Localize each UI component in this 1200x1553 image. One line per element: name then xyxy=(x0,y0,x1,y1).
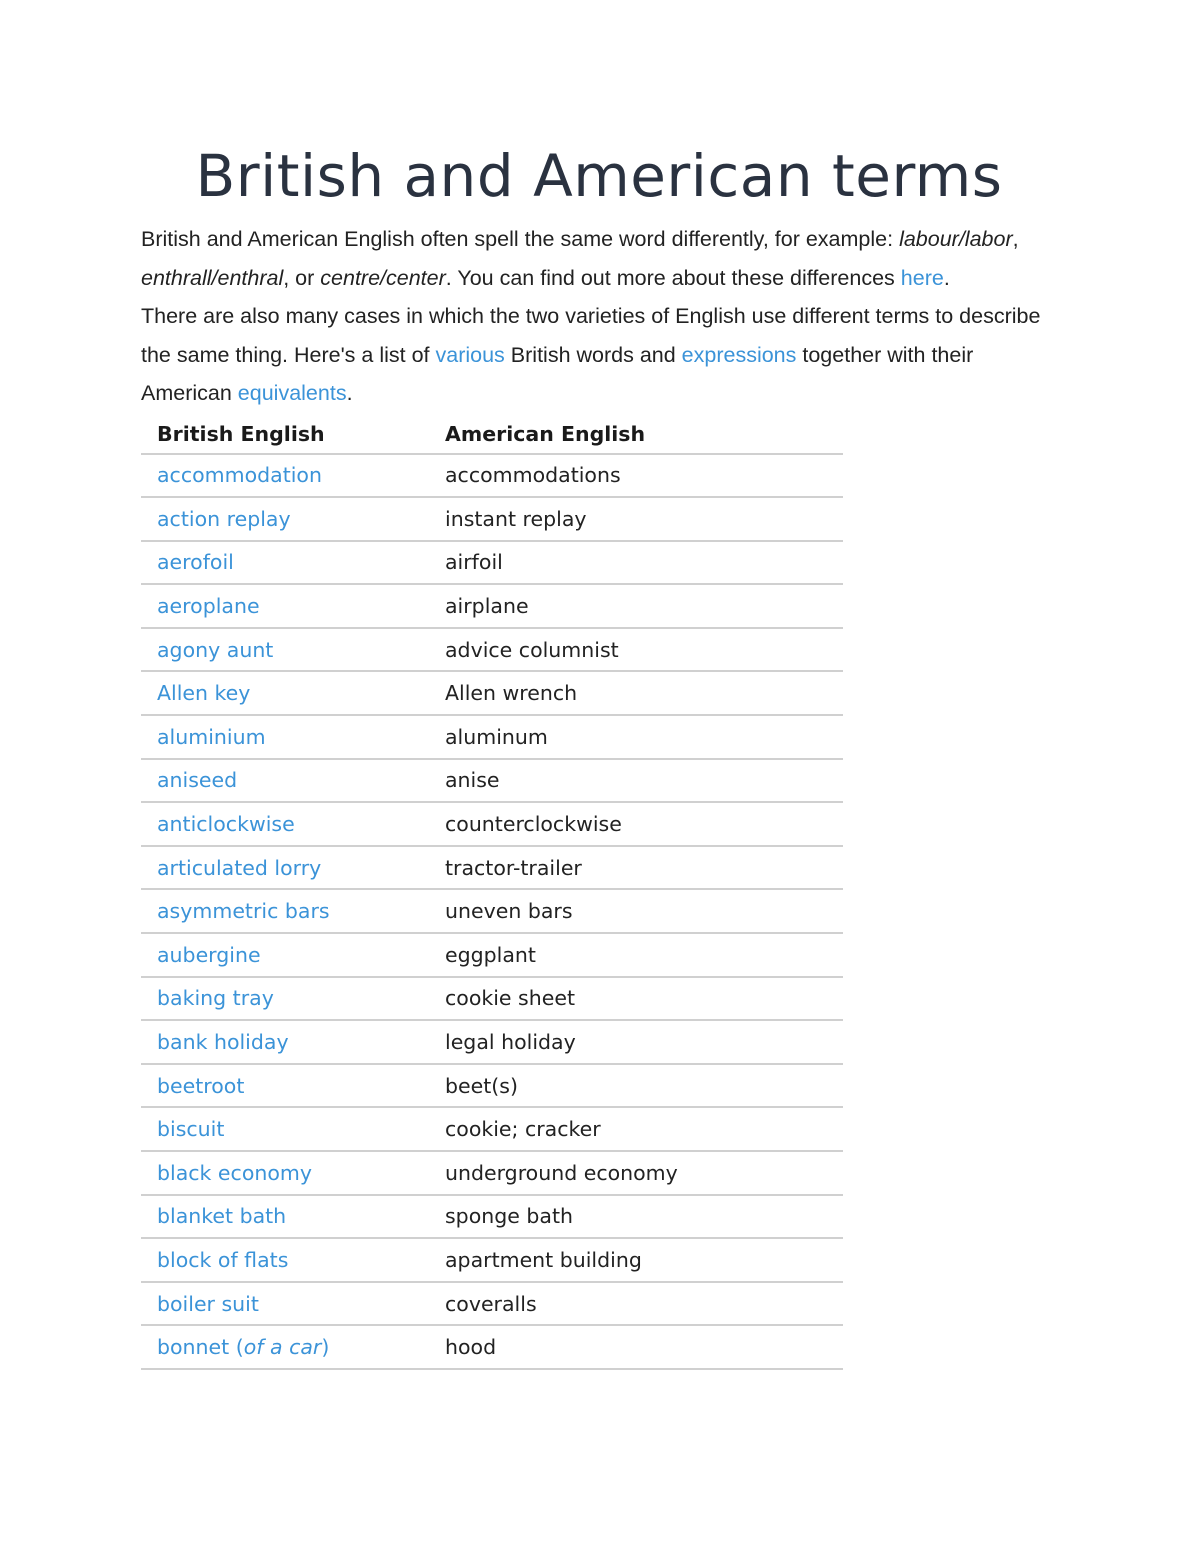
british-term-qualifier: of a car xyxy=(243,1335,322,1360)
american-term: legal holiday xyxy=(429,1020,843,1064)
british-term-link[interactable]: anticlockwise xyxy=(141,802,429,846)
intro-text: British words and xyxy=(504,342,682,367)
american-term: Allen wrench xyxy=(429,671,843,715)
american-term: eggplant xyxy=(429,933,843,977)
header-american: American English xyxy=(429,415,843,454)
example-enthrall: enthrall/enthral xyxy=(141,265,284,290)
separator: , xyxy=(1012,227,1019,251)
table-row xyxy=(141,1282,843,1326)
table-row xyxy=(141,1064,843,1108)
table-header-row xyxy=(141,415,843,454)
table-row xyxy=(141,977,843,1021)
intro-paragraph-2 xyxy=(141,297,1061,413)
british-term-link[interactable]: blanket bath xyxy=(141,1195,429,1239)
american-term: cookie; cracker xyxy=(429,1107,843,1151)
british-term-link[interactable]: aluminium xyxy=(141,715,429,759)
british-term-link[interactable]: beetroot xyxy=(141,1064,429,1108)
intro-text: together with their American xyxy=(141,342,974,405)
table-row xyxy=(141,846,843,890)
example-labour: labour/labor xyxy=(899,227,1013,251)
table-row xyxy=(141,759,843,803)
british-term-link[interactable]: bank holiday xyxy=(141,1020,429,1064)
british-term-link[interactable]: aniseed xyxy=(141,759,429,803)
table-row xyxy=(141,628,843,672)
american-term: tractor-trailer xyxy=(429,846,843,890)
british-term-link[interactable]: biscuit xyxy=(141,1107,429,1151)
american-term: beet(s) xyxy=(429,1064,843,1108)
american-term: cookie sheet xyxy=(429,977,843,1021)
british-term-link[interactable]: aubergine xyxy=(141,933,429,977)
header-british: British English xyxy=(141,415,429,454)
american-term: uneven bars xyxy=(429,889,843,933)
american-term: hood xyxy=(429,1325,843,1369)
equivalents-link[interactable]: equivalents xyxy=(237,381,347,405)
american-term: airfoil xyxy=(429,541,843,585)
table-row xyxy=(141,541,843,585)
american-term: coveralls xyxy=(429,1282,843,1326)
american-term: aluminum xyxy=(429,715,843,759)
british-term-text: ) xyxy=(321,1335,330,1360)
intro-text: There are also many cases in which the two varieties of English use different terms to describe the same thing. Here's a list of xyxy=(141,304,1041,367)
american-term: counterclockwise xyxy=(429,802,843,846)
example-centre: centre/center xyxy=(320,265,446,290)
american-term: instant replay xyxy=(429,497,843,541)
british-term-link[interactable]: accommodation xyxy=(141,454,429,498)
table-row xyxy=(141,1151,843,1195)
page-title: British and American terms xyxy=(195,142,1003,210)
british-term-link[interactable] xyxy=(141,1325,429,1369)
table-row xyxy=(141,933,843,977)
various-link[interactable]: various xyxy=(435,342,505,367)
british-term-link[interactable]: block of flats xyxy=(141,1238,429,1282)
american-term: accommodations xyxy=(429,454,843,498)
separator: , or xyxy=(283,265,321,290)
british-term-link[interactable]: aerofoil xyxy=(141,541,429,585)
british-term-link[interactable]: boiler suit xyxy=(141,1282,429,1326)
table-row xyxy=(141,671,843,715)
table-row xyxy=(141,889,843,933)
period: . xyxy=(346,381,353,405)
british-term-link[interactable]: aeroplane xyxy=(141,584,429,628)
british-term-text: bonnet ( xyxy=(157,1335,244,1360)
american-term: apartment building xyxy=(429,1238,843,1282)
table-row xyxy=(141,715,843,759)
table-row xyxy=(141,1325,843,1369)
british-term-link[interactable]: articulated lorry xyxy=(141,846,429,890)
british-term-link[interactable]: Allen key xyxy=(141,671,429,715)
american-term: underground economy xyxy=(429,1151,843,1195)
intro-text: . You can find out more about these differences xyxy=(445,265,901,290)
american-term: anise xyxy=(429,759,843,803)
table-row xyxy=(141,1020,843,1064)
british-term-link[interactable]: black economy xyxy=(141,1151,429,1195)
terms-table xyxy=(141,415,843,1370)
american-term: advice columnist xyxy=(429,628,843,672)
british-term-link[interactable]: asymmetric bars xyxy=(141,889,429,933)
american-term: airplane xyxy=(429,584,843,628)
table-row xyxy=(141,1238,843,1282)
table-row xyxy=(141,454,843,498)
period: . xyxy=(943,265,950,290)
intro-paragraph-1 xyxy=(141,220,1061,297)
british-term-link[interactable]: action replay xyxy=(141,497,429,541)
british-term-link[interactable]: agony aunt xyxy=(141,628,429,672)
here-link[interactable]: here xyxy=(900,265,944,290)
table-row xyxy=(141,584,843,628)
expressions-link[interactable]: expressions xyxy=(681,342,797,367)
table-row xyxy=(141,1107,843,1151)
table-row xyxy=(141,1195,843,1239)
table-row xyxy=(141,802,843,846)
american-term: sponge bath xyxy=(429,1195,843,1239)
intro-text: British and American English often spell the same word differently, for example: xyxy=(141,227,900,251)
table-row xyxy=(141,497,843,541)
british-term-link[interactable]: baking tray xyxy=(141,977,429,1021)
document-page xyxy=(141,140,1061,1370)
